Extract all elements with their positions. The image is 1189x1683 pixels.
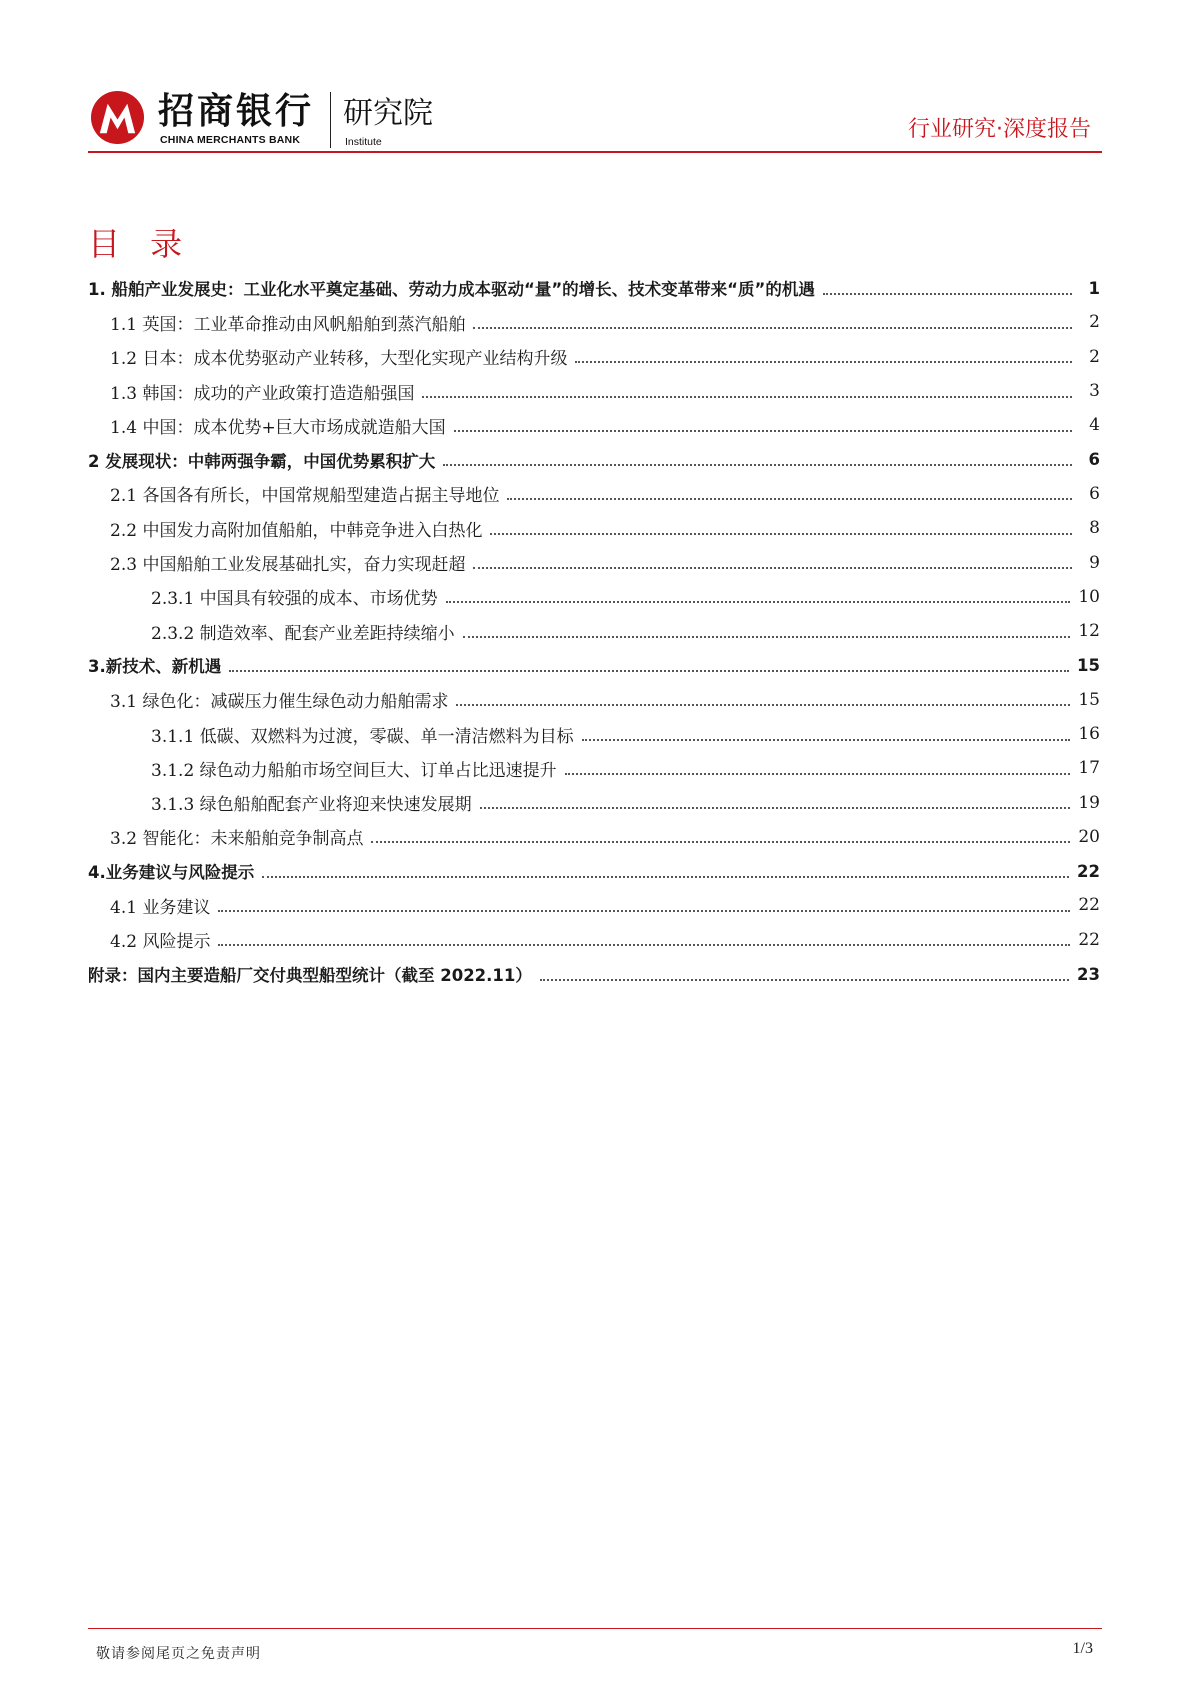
toc-entry-title: 1.3 韩国：成功的产业政策打造造船强国 (110, 383, 415, 404)
toc-leader-dots (473, 326, 1072, 329)
toc-entry[interactable] (88, 957, 1100, 991)
toc-leader-dots (507, 497, 1072, 500)
toc-entry-title: 1.4 中国：成本优势+巨大市场成就造船大国 (110, 417, 446, 438)
toc-entry-page: 22 (1077, 861, 1100, 881)
toc-leader-dots (473, 566, 1072, 569)
toc-entry-page: 2 (1089, 312, 1100, 333)
toc-entry-page: 15 (1077, 655, 1100, 675)
toc-leader-dots (262, 875, 1069, 878)
toc-entry-page: 8 (1089, 518, 1100, 539)
toc-entry-page: 6 (1089, 483, 1100, 504)
toc-entry-page: 19 (1078, 792, 1100, 813)
toc-leader-dots (490, 532, 1072, 535)
toc-entry-title: 2.3 中国船舶工业发展基础扎实，奋力实现赶超 (110, 555, 466, 576)
institute-name-en: Institute (345, 136, 382, 148)
header-divider (88, 151, 1102, 153)
toc-entry-page: 22 (1078, 929, 1100, 950)
toc-leader-dots (575, 360, 1072, 363)
toc-entry[interactable] (88, 271, 1100, 305)
toc-entry-title: 2 发展现状：中韩两强争霸，中国优势累积扩大 (88, 451, 436, 471)
toc-leader-dots (823, 292, 1072, 295)
toc-entry-title: 1.2 日本：成本优势驱动产业转移，大型化实现产业结构升级 (110, 349, 568, 370)
toc-entry-page: 6 (1088, 450, 1100, 470)
toc-entry[interactable] (88, 888, 1100, 922)
toc-leader-dots (218, 943, 1070, 946)
toc-entry-page: 22 (1078, 895, 1100, 916)
toc-entry[interactable] (88, 477, 1100, 511)
toc-entry-page: 16 (1078, 724, 1100, 744)
toc-entry-title: 3.1.1 低碳、双燃料为过渡，零碳、单一清洁燃料为目标 (151, 726, 574, 747)
toc-entry[interactable] (88, 785, 1100, 819)
toc-entry[interactable] (88, 648, 1100, 682)
toc-entry[interactable] (88, 717, 1100, 751)
toc-leader-dots (229, 669, 1069, 672)
toc-entry-title: 附录：国内主要造船厂交付典型船型统计（截至 2022.11） (88, 966, 532, 986)
toc-leader-dots (446, 600, 1071, 603)
toc-entry[interactable] (88, 854, 1100, 888)
toc-entry[interactable] (88, 442, 1100, 476)
footer-divider (88, 1628, 1102, 1629)
toc-leader-dots (443, 463, 1072, 466)
page-number: 1/3 (1072, 1640, 1093, 1657)
toc-entry[interactable] (88, 511, 1100, 545)
report-type: 行业研究·深度报告 (908, 117, 1091, 142)
institute-name: 研究院 (343, 96, 433, 131)
toc-entry[interactable] (88, 374, 1100, 408)
toc-leader-dots (540, 978, 1069, 981)
toc-entry[interactable] (88, 545, 1100, 579)
toc-leader-dots (371, 840, 1070, 843)
toc-entry-title: 3.2 智能化：未来船舶竞争制高点 (110, 829, 364, 850)
toc-entry-title: 3.1.3 绿色船舶配套产业将迎来快速发展期 (151, 795, 472, 816)
toc-leader-dots (463, 635, 1071, 638)
toc-entry[interactable] (88, 683, 1100, 717)
toc-entry-page: 3 (1089, 381, 1100, 402)
toc-entry-page: 1 (1088, 278, 1100, 298)
toc-entry[interactable] (88, 923, 1100, 957)
toc-entry-page: 23 (1077, 964, 1100, 984)
toc-leader-dots (480, 806, 1071, 809)
toc-leader-dots (456, 703, 1070, 706)
toc-entry[interactable] (88, 820, 1100, 854)
toc-entry-title: 4.2 风险提示 (110, 932, 211, 953)
toc-entry-title: 2.2 中国发力高附加值船舶，中韩竞争进入白热化 (110, 520, 483, 541)
toc-entry[interactable] (88, 340, 1100, 374)
toc-leader-dots (582, 738, 1071, 741)
brand-name: 招商银行 (158, 91, 315, 132)
toc-entry-title: 2.1 各国各有所长，中国常规船型建造占据主导地位 (110, 486, 500, 507)
toc-entry-title: 3.1 绿色化：减碳压力催生绿色动力船舶需求 (110, 692, 449, 713)
toc-entry-title: 1.1 英国：工业革命推动由风帆船舶到蒸汽船舶 (110, 314, 466, 335)
toc-entry-title: 1. 船舶产业发展史：工业化水平奠定基础、劳动力成本驱动“量”的增长、技术变革带来“质”的机遇 (88, 280, 815, 300)
toc-entry-page: 10 (1078, 586, 1100, 607)
toc-entry-title: 2.3.1 中国具有较强的成本、市场优势 (151, 589, 438, 610)
toc-entry-page: 9 (1089, 552, 1100, 573)
toc-entry-page: 20 (1078, 826, 1100, 847)
toc-leader-dots (218, 909, 1070, 912)
toc-entry-page: 2 (1089, 346, 1100, 367)
toc-entry[interactable] (88, 408, 1100, 442)
toc-entry[interactable] (88, 580, 1100, 614)
toc-title: 目 录 (88, 225, 193, 263)
toc-leader-dots (565, 772, 1071, 775)
toc-entry-page: 12 (1078, 621, 1100, 642)
toc-leader-dots (454, 429, 1072, 432)
brand-name-en: CHINA MERCHANTS BANK (160, 134, 301, 146)
page-header (0, 0, 1189, 160)
table-of-contents (88, 271, 1100, 991)
toc-entry[interactable] (88, 751, 1100, 785)
footer-disclaimer: 敬请参阅尾页之免责声明 (96, 1646, 261, 1662)
toc-entry-title: 4.业务建议与风险提示 (88, 863, 255, 883)
toc-entry-page: 17 (1078, 758, 1100, 779)
toc-entry-title: 4.1 业务建议 (110, 897, 211, 918)
toc-entry-title: 3.1.2 绿色动力船舶市场空间巨大、订单占比迅速提升 (151, 760, 557, 781)
cmb-logo-icon (90, 90, 145, 145)
brand-divider (330, 92, 331, 148)
toc-leader-dots (422, 395, 1072, 398)
toc-entry[interactable] (88, 305, 1100, 339)
toc-entry-title: 3.新技术、新机遇 (88, 657, 222, 677)
toc-entry[interactable] (88, 614, 1100, 648)
toc-entry-page: 15 (1078, 689, 1100, 710)
toc-entry-page: 4 (1089, 415, 1100, 436)
toc-entry-title: 2.3.2 制造效率、配套产业差距持续缩小 (151, 623, 455, 644)
